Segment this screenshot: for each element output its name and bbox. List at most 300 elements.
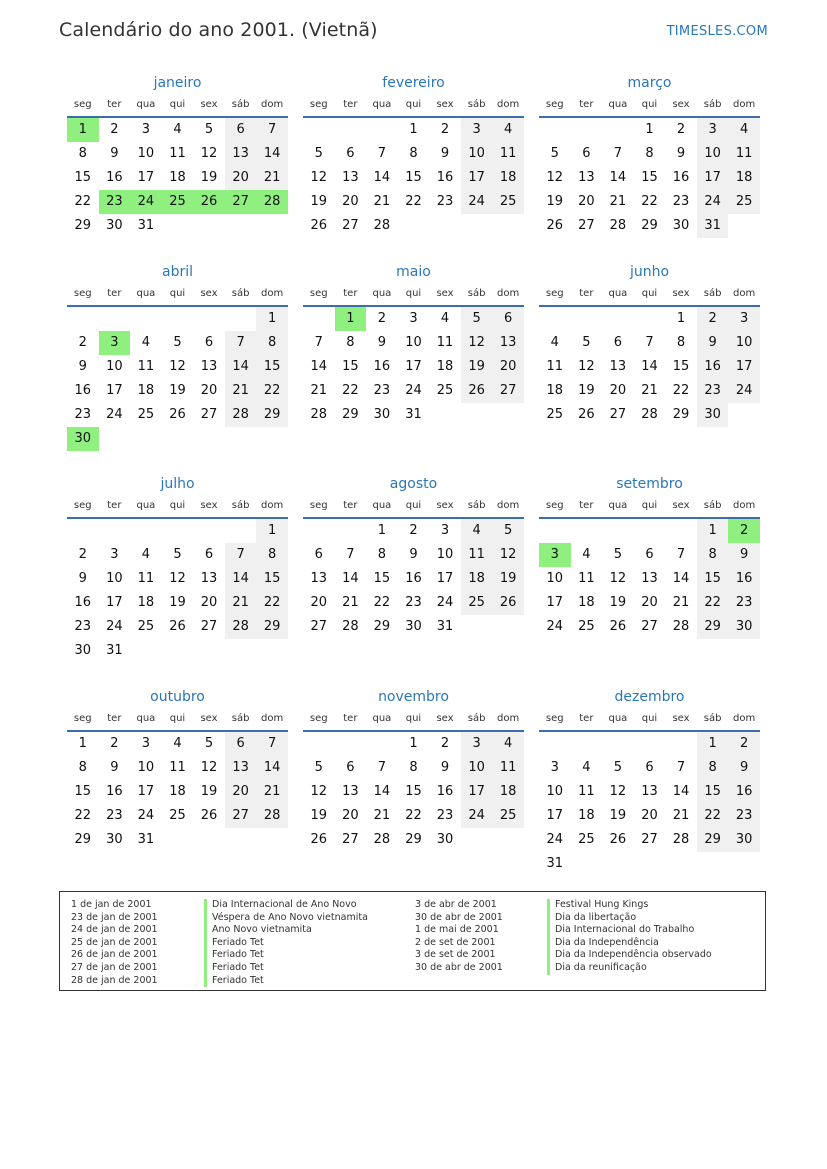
day-cell: 30 [106, 218, 123, 233]
day-cell: 8 [377, 547, 387, 562]
weekday-label: qua [136, 288, 156, 299]
day-cell: 15 [405, 170, 422, 185]
day-cell: 5 [204, 736, 214, 751]
day-cell: 22 [342, 383, 359, 398]
day-cell: 30 [74, 643, 92, 658]
day-cell: 27 [225, 804, 257, 828]
day-cell: 11 [492, 756, 524, 780]
day-cell: 24 [461, 190, 493, 214]
day-cell: 10 [436, 547, 454, 562]
day-cell: 11 [461, 543, 493, 567]
day-cell: 2 [78, 547, 87, 562]
weekday-header [303, 283, 524, 307]
month-name: dezembro [614, 689, 685, 705]
weekday-header [67, 283, 288, 307]
day-cell: 22 [256, 591, 288, 615]
day-cell: 7 [225, 331, 257, 355]
weekday-header [539, 283, 760, 307]
day-cell: 9 [78, 359, 87, 374]
weekday-label: seg [545, 99, 564, 110]
day-cell: 8 [697, 756, 729, 780]
weekday-label: sáb [231, 713, 250, 724]
empty-cell [634, 519, 666, 543]
day-cell: 23 [74, 619, 92, 634]
day-cell: 17 [461, 166, 493, 190]
day-cell: 19 [578, 383, 595, 398]
day-cell: 7 [613, 146, 623, 161]
empty-cell [335, 732, 367, 756]
day-cell: 10 [728, 331, 760, 355]
day-cell: 23 [373, 383, 391, 398]
weekday-label: seg [73, 713, 92, 724]
day-cell: 19 [609, 595, 627, 610]
legend-date: 30 de abr de 2001 [415, 911, 503, 923]
weekday-header [303, 495, 524, 519]
weekday-label: seg [309, 288, 328, 299]
day-cell: 6 [645, 547, 654, 562]
day-cell: 29 [373, 619, 391, 634]
empty-cell [193, 307, 225, 331]
brand-link[interactable]: TIMESLES.COM [666, 24, 768, 39]
day-cell: 25 [436, 383, 454, 398]
day-cell: 4 [728, 118, 760, 142]
weekday-label: dom [733, 713, 756, 724]
day-cell: 26 [169, 619, 186, 634]
day-cell: 20 [641, 808, 658, 823]
weekday-label: seg [73, 500, 92, 511]
day-cell: 19 [310, 808, 328, 823]
day-cell: 30 [672, 218, 690, 233]
day-cell: 4 [141, 547, 151, 562]
day-cell: 4 [141, 335, 151, 350]
weekday-label: ter [343, 500, 358, 511]
day-cell: 12 [310, 784, 328, 799]
weekday-label: ter [107, 99, 122, 110]
day-cell: 15 [373, 571, 391, 586]
day-cell: 14 [310, 359, 328, 374]
legend-holiday-name: Dia da Independência [547, 937, 712, 950]
weekday-label: dom [261, 288, 284, 299]
day-cell: 17 [697, 166, 729, 190]
weekday-label: ter [579, 99, 594, 110]
day-grid [539, 732, 760, 876]
empty-cell [303, 118, 335, 142]
day-cell: 22 [405, 194, 422, 209]
day-cell: 15 [256, 567, 288, 591]
empty-cell [130, 307, 162, 331]
day-cell: 22 [256, 379, 288, 403]
day-cell: 23 [405, 595, 422, 610]
day-cell: 9 [440, 760, 450, 775]
day-cell: 12 [169, 359, 186, 374]
day-cell: 22 [697, 591, 729, 615]
day-cell: 26 [546, 218, 564, 233]
day-cell: 26 [310, 218, 328, 233]
weekday-header [67, 708, 288, 732]
empty-cell [539, 307, 571, 331]
day-cell: 5 [173, 547, 182, 562]
day-cell: 20 [310, 595, 328, 610]
day-cell: 8 [676, 335, 686, 350]
weekday-label: sex [200, 99, 218, 110]
day-cell: 18 [492, 780, 524, 804]
day-cell: 25 [728, 190, 760, 214]
empty-cell [99, 307, 131, 331]
day-cell: 21 [672, 808, 690, 823]
day-cell: 31 [137, 832, 155, 847]
weekday-label: sáb [231, 288, 250, 299]
legend-date: 23 de jan de 2001 [71, 911, 158, 923]
day-cell: 9 [440, 146, 450, 161]
weekday-label: qua [136, 99, 156, 110]
day-cell: 14 [672, 784, 690, 799]
day-cell: 12 [200, 760, 218, 775]
weekday-label: sex [436, 713, 454, 724]
day-cell: 5 [314, 146, 323, 161]
day-cell: 9 [676, 146, 686, 161]
day-cell: 13 [225, 756, 257, 780]
day-cell: 7 [225, 543, 257, 567]
day-cell: 16 [373, 359, 391, 374]
day-cell: 17 [546, 595, 564, 610]
day-cell: 24 [728, 379, 760, 403]
day-cell: 17 [106, 595, 123, 610]
day-cell: 24 [546, 619, 564, 634]
holiday-day-cell: 3 [99, 331, 131, 355]
weekday-label: dom [733, 99, 756, 110]
day-cell: 15 [74, 784, 92, 799]
day-cell: 1 [256, 307, 288, 331]
day-cell: 13 [310, 571, 328, 586]
day-grid [67, 519, 288, 663]
day-cell: 4 [440, 311, 450, 326]
month-name: julho [160, 476, 195, 492]
weekday-label: qui [405, 713, 422, 724]
day-cell: 13 [641, 571, 658, 586]
day-cell: 24 [137, 808, 155, 823]
month-setembro [539, 473, 760, 686]
day-cell: 23 [728, 591, 760, 615]
day-cell: 2 [409, 523, 418, 538]
day-cell: 14 [225, 355, 257, 379]
weekday-label: seg [545, 713, 564, 724]
day-cell: 31 [137, 218, 155, 233]
legend-right-names [547, 899, 712, 975]
weekday-label: qua [608, 500, 628, 511]
empty-cell [602, 732, 634, 756]
day-cell: 11 [436, 335, 454, 350]
weekday-label: qua [608, 713, 628, 724]
day-cell: 2 [440, 122, 450, 137]
day-cell: 28 [373, 218, 391, 233]
weekday-label: sex [436, 99, 454, 110]
day-cell: 14 [672, 571, 690, 586]
weekday-label: sex [200, 288, 218, 299]
day-cell: 1 [78, 736, 87, 751]
weekday-label: qua [372, 99, 392, 110]
day-cell: 3 [440, 523, 450, 538]
empty-cell [634, 732, 666, 756]
day-cell: 22 [672, 383, 690, 398]
month-name: novembro [378, 689, 449, 705]
day-cell: 19 [310, 194, 328, 209]
month-junho [539, 261, 760, 473]
day-cell: 23 [697, 379, 729, 403]
day-cell: 12 [461, 331, 493, 355]
day-cell: 29 [256, 615, 288, 639]
day-cell: 15 [697, 567, 729, 591]
day-cell: 1 [697, 519, 729, 543]
day-cell: 1 [409, 736, 418, 751]
empty-cell [162, 519, 194, 543]
day-cell: 28 [225, 403, 257, 427]
day-cell: 14 [609, 170, 627, 185]
weekday-label: qua [372, 288, 392, 299]
weekday-label: qua [136, 713, 156, 724]
legend-holiday-name: Festival Hung Kings [547, 899, 712, 912]
day-cell: 27 [342, 218, 359, 233]
day-cell: 1 [697, 732, 729, 756]
day-cell: 16 [728, 780, 760, 804]
day-cell: 22 [697, 804, 729, 828]
day-cell: 3 [461, 732, 493, 756]
day-grid [303, 118, 524, 238]
day-cell: 1 [645, 122, 654, 137]
day-cell: 9 [377, 335, 387, 350]
empty-cell [335, 118, 367, 142]
legend-left-names [204, 899, 368, 987]
day-cell: 23 [74, 407, 92, 422]
weekday-label: sex [436, 288, 454, 299]
day-cell: 24 [405, 383, 422, 398]
day-cell: 10 [106, 571, 123, 586]
empty-cell [225, 307, 257, 331]
day-cell: 10 [106, 359, 123, 374]
day-grid [539, 519, 760, 639]
weekday-header [303, 94, 524, 118]
day-cell: 6 [225, 118, 257, 142]
day-cell: 3 [409, 311, 418, 326]
day-cell: 10 [461, 142, 493, 166]
day-cell: 22 [74, 194, 92, 209]
weekday-label: qui [405, 500, 422, 511]
empty-cell [303, 732, 335, 756]
day-cell: 14 [256, 756, 288, 780]
day-cell: 6 [582, 146, 591, 161]
weekday-label: seg [309, 99, 328, 110]
day-cell: 13 [200, 571, 218, 586]
day-cell: 2 [697, 307, 729, 331]
day-cell: 16 [697, 355, 729, 379]
day-grid [303, 519, 524, 639]
day-cell: 20 [609, 383, 627, 398]
weekday-label: sex [672, 288, 690, 299]
day-cell: 19 [492, 567, 524, 591]
day-cell: 16 [106, 784, 123, 799]
month-name: agosto [389, 476, 438, 492]
day-cell: 7 [676, 547, 686, 562]
day-cell: 21 [342, 595, 359, 610]
day-cell: 15 [342, 359, 359, 374]
weekday-label: seg [73, 99, 92, 110]
month-name: outubro [150, 689, 205, 705]
month-name: fevereiro [382, 75, 445, 91]
day-cell: 6 [645, 760, 654, 775]
day-cell: 5 [314, 760, 323, 775]
day-cell: 20 [225, 780, 257, 804]
day-cell: 9 [409, 547, 418, 562]
day-cell: 5 [173, 335, 182, 350]
day-cell: 22 [373, 595, 391, 610]
day-cell: 10 [546, 571, 564, 586]
day-cell: 7 [256, 732, 288, 756]
day-cell: 24 [106, 619, 123, 634]
day-cell: 4 [492, 118, 524, 142]
day-cell: 13 [342, 170, 359, 185]
legend-right-dates [415, 899, 503, 975]
day-cell: 31 [436, 619, 454, 634]
day-cell: 7 [645, 335, 654, 350]
day-grid [539, 118, 760, 238]
day-cell: 20 [342, 194, 359, 209]
weekday-label: sáb [703, 713, 722, 724]
day-cell: 19 [169, 383, 186, 398]
day-cell: 15 [697, 780, 729, 804]
day-cell: 27 [578, 218, 595, 233]
day-cell: 4 [550, 335, 559, 350]
weekday-label: sex [200, 713, 218, 724]
day-cell: 27 [641, 832, 658, 847]
page-title: Calendário do ano 2001. (Vietnã) [59, 19, 378, 41]
legend-holiday-name: Feriado Tet [204, 962, 368, 975]
month-name: setembro [616, 476, 683, 492]
empty-cell [602, 307, 634, 331]
empty-cell [366, 732, 398, 756]
day-cell: 21 [225, 379, 257, 403]
day-cell: 29 [342, 407, 359, 422]
day-cell: 12 [609, 784, 627, 799]
empty-cell [539, 732, 571, 756]
day-cell: 31 [697, 214, 729, 238]
weekday-label: qui [405, 288, 422, 299]
day-cell: 21 [672, 595, 690, 610]
day-cell: 10 [405, 335, 422, 350]
day-cell: 16 [672, 170, 690, 185]
day-cell: 15 [405, 784, 422, 799]
day-cell: 28 [342, 619, 359, 634]
day-cell: 30 [697, 403, 729, 427]
legend-date: 1 de mai de 2001 [415, 924, 499, 936]
legend-holiday-name: Véspera de Ano Novo vietnamita [204, 912, 368, 925]
holiday-legend [59, 891, 766, 991]
day-cell: 13 [578, 170, 595, 185]
month-name: janeiro [153, 75, 202, 91]
month-agosto [303, 473, 524, 686]
day-cell: 19 [546, 194, 564, 209]
day-cell: 16 [436, 784, 454, 799]
empty-cell [539, 118, 571, 142]
day-cell: 9 [728, 756, 760, 780]
day-cell: 28 [373, 832, 391, 847]
day-cell: 27 [492, 379, 524, 403]
day-cell: 31 [546, 856, 564, 871]
day-cell: 11 [492, 142, 524, 166]
day-cell: 2 [440, 736, 450, 751]
month-abril [67, 261, 288, 473]
day-cell: 7 [377, 146, 387, 161]
day-cell: 19 [609, 808, 627, 823]
legend-date: 24 de jan de 2001 [71, 924, 158, 936]
day-cell: 18 [578, 808, 595, 823]
day-cell: 30 [405, 619, 422, 634]
day-grid [67, 732, 288, 852]
day-cell: 13 [609, 359, 627, 374]
weekday-header [539, 495, 760, 519]
weekday-label: dom [261, 713, 284, 724]
day-cell: 29 [256, 403, 288, 427]
day-cell: 31 [106, 643, 123, 658]
day-cell: 12 [546, 170, 564, 185]
day-cell: 18 [137, 383, 155, 398]
legend-holiday-name: Feriado Tet [204, 937, 368, 950]
weekday-label: qui [169, 288, 186, 299]
day-cell: 11 [169, 146, 186, 161]
day-cell: 22 [405, 808, 422, 823]
day-cell: 25 [461, 591, 493, 615]
empty-cell [602, 519, 634, 543]
day-cell: 17 [106, 383, 123, 398]
day-cell: 21 [256, 780, 288, 804]
day-cell: 5 [492, 519, 524, 543]
day-cell: 8 [409, 146, 418, 161]
weekday-label: dom [497, 713, 520, 724]
day-cell: 14 [373, 784, 391, 799]
month-name: março [627, 75, 672, 91]
weekday-label: dom [497, 288, 520, 299]
weekday-label: sáb [231, 500, 250, 511]
day-cell: 19 [461, 355, 493, 379]
day-cell: 25 [492, 190, 524, 214]
day-cell: 30 [373, 407, 391, 422]
day-cell: 16 [74, 595, 92, 610]
day-cell: 16 [74, 383, 92, 398]
legend-date: 26 de jan de 2001 [71, 949, 158, 961]
day-cell: 15 [672, 359, 690, 374]
day-cell: 29 [697, 828, 729, 852]
day-cell: 15 [256, 355, 288, 379]
day-cell: 26 [200, 808, 218, 823]
day-cell: 27 [200, 407, 218, 422]
weekday-label: seg [73, 288, 92, 299]
holiday-day-cell: 26 [193, 190, 225, 214]
legend-holiday-name: Dia da reunificação [547, 962, 712, 975]
empty-cell [193, 519, 225, 543]
holiday-day-cell: 1 [67, 118, 99, 142]
day-cell: 24 [436, 595, 454, 610]
month-outubro [67, 686, 288, 886]
day-cell: 21 [609, 194, 627, 209]
weekday-label: sáb [703, 99, 722, 110]
empty-cell [665, 519, 697, 543]
weekday-label: sex [200, 500, 218, 511]
day-cell: 20 [342, 808, 359, 823]
day-cell: 13 [492, 331, 524, 355]
weekday-label: seg [309, 713, 328, 724]
legend-holiday-name: Dia Internacional de Ano Novo [204, 899, 368, 912]
holiday-day-cell: 1 [335, 307, 367, 331]
day-cell: 2 [110, 122, 119, 137]
day-cell: 17 [436, 571, 454, 586]
